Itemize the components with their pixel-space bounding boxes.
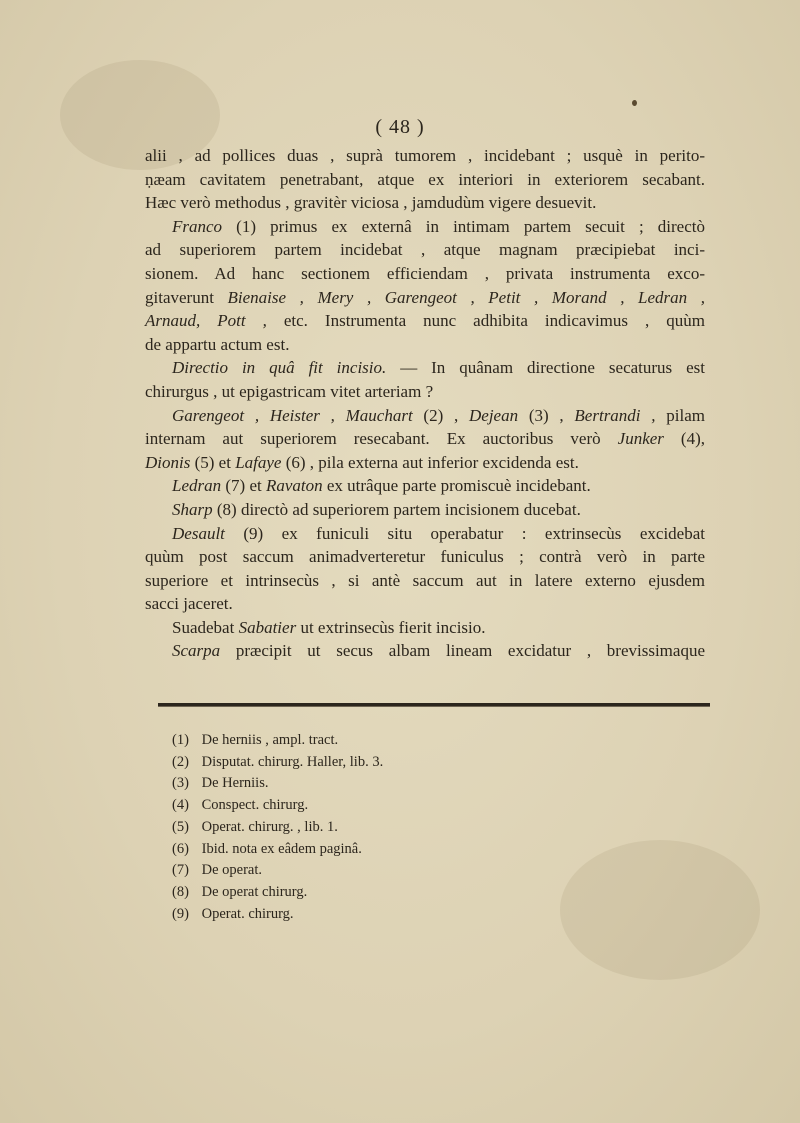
- footnote-number: (1): [172, 732, 189, 748]
- text-line: Arnaud, Pott , etc. Instrumenta nunc adhibita indicavimus , quùm: [145, 311, 705, 331]
- italic-name: Sharp: [172, 499, 213, 519]
- italic-name: Ravaton: [265, 476, 323, 496]
- text-line: Franco (1) primus ex externâ in intimam partem secuit ; directò: [172, 216, 705, 236]
- footnotes: [172, 730, 383, 925]
- ink-spot: [632, 100, 637, 106]
- text-line: Suadebat Sabatier ut extrinsecùs fierit incisio.: [172, 617, 486, 637]
- italic-name: Desault: [172, 523, 225, 543]
- italic-name: Ledran: [172, 476, 222, 496]
- footnote-separator: [158, 703, 710, 707]
- footnote: [172, 795, 383, 817]
- text-line: alii , ad pollices duas , suprà tumorem , incidebant ; usquè in perito-: [145, 146, 705, 165]
- text-line: internam aut superiorem resecabant. Ex auctoribus verò Junker (4),: [145, 429, 706, 449]
- footnote: [172, 752, 383, 774]
- footnote-number: (5): [172, 818, 189, 835]
- text-line: ṇæam cavitatem penetrabant, atque ex interiori in exteriorem secabant.: [145, 169, 705, 189]
- page-number: ( 48 ): [375, 116, 425, 138]
- italic-name: Franco: [172, 216, 223, 236]
- footnote-text: De Herniis.: [201, 775, 269, 792]
- footnote-number: (4): [172, 797, 189, 814]
- text-line: chirurgus , ut epigastricam vitet arteriam ?: [145, 381, 434, 401]
- footnote: [172, 860, 383, 882]
- text-line: de appartu actum est.: [145, 334, 290, 354]
- italic-name: Garengeot , Heister , Mauchart: [172, 405, 413, 425]
- text-line: quùm post saccum animadverteretur funiculus ; contrà verò in parte: [145, 547, 705, 567]
- text-line: Desault (9) ex funiculi situ operabatur : extrinsecùs excidebat: [172, 523, 705, 543]
- italic-name: Bertrandi ,: [574, 405, 656, 425]
- italic-name: Bienaise , Mery , Garengeot , Petit , Morand , Ledran ,: [227, 287, 705, 307]
- footnote-text: Disputat. chirurg. Haller, lib. 3.: [201, 753, 384, 770]
- text-line: superiore et intrinsecùs , si antè saccum aut in latere externo ejusdem: [145, 570, 705, 590]
- footnote: [172, 773, 383, 795]
- text-line: Ledran (7) et Ravaton ex utrâque parte promiscuè incidebant.: [172, 476, 591, 496]
- footnote-number: (3): [172, 775, 189, 792]
- text-line: Directio in quâ fit incisio. — In quânam directione secaturus est: [172, 358, 705, 378]
- footnote-number: (8): [172, 883, 189, 900]
- italic-name: Directio in quâ fit incisio.: [172, 358, 387, 378]
- body-text: [145, 144, 705, 663]
- text-line: Scarpa præcipit ut secus albam lineam excidatur , brevissimaque: [172, 641, 705, 661]
- text-line: Dionis (5) et Lafaye (6) , pila externa aut inferior excidenda est.: [145, 452, 579, 472]
- footnote-text: Operat. chirurg. , lib. 1.: [201, 818, 338, 835]
- footnote-text: Operat. chirurg.: [201, 905, 294, 922]
- footnote-number: (6): [172, 840, 189, 857]
- text-line: gitaverunt Bienaise , Mery , Garengeot , Petit , Morand , Ledran ,: [145, 287, 705, 307]
- text-line: sacci jaceret.: [145, 594, 233, 614]
- text-line: Sharp (8) directò ad superiorem partem incisionem ducebat.: [172, 499, 581, 519]
- footnote-text: De operat.: [201, 862, 263, 879]
- footnote-text: Conspect. chirurg.: [201, 797, 309, 814]
- footnote-number: (7): [172, 862, 189, 879]
- footnote: [172, 839, 383, 861]
- footnote-number: (9): [172, 905, 189, 922]
- italic-name: Arnaud, Pott ,: [145, 311, 267, 331]
- footnote: [172, 882, 383, 904]
- italic-name: Scarpa: [172, 641, 221, 661]
- footnote: [172, 817, 383, 839]
- italic-name: Sabatier: [238, 617, 297, 637]
- text-line: sionem. Ad hanc sectionem efficiendam , privata instrumenta exco-: [145, 263, 705, 283]
- footnote-text: De operat chirurg.: [201, 883, 308, 900]
- footnote: [172, 904, 383, 926]
- paper-stain: [560, 840, 760, 980]
- footnote-text: Ibid. nota ex eâdem paginâ.: [201, 840, 362, 857]
- italic-name: Dionis: [145, 452, 191, 472]
- footnote-text: De herniis , ampl. tract.: [201, 732, 339, 748]
- text-line: ad superiorem partem incidebat , atque magnam præcipiebat inci-: [145, 240, 705, 260]
- text-line: Garengeot , Heister , Mauchart (2) , Dejean (3) , Bertrandi , pilam: [172, 405, 705, 425]
- footnote: [172, 730, 383, 752]
- text-line: Hæc verò methodus , gravitèr viciosa , jamdudùm vigere desuevit.: [145, 193, 597, 213]
- footnote-number: (2): [172, 753, 189, 770]
- italic-name: Junker: [617, 429, 664, 449]
- italic-name: Lafaye: [235, 452, 282, 472]
- italic-name: Dejean: [469, 405, 519, 425]
